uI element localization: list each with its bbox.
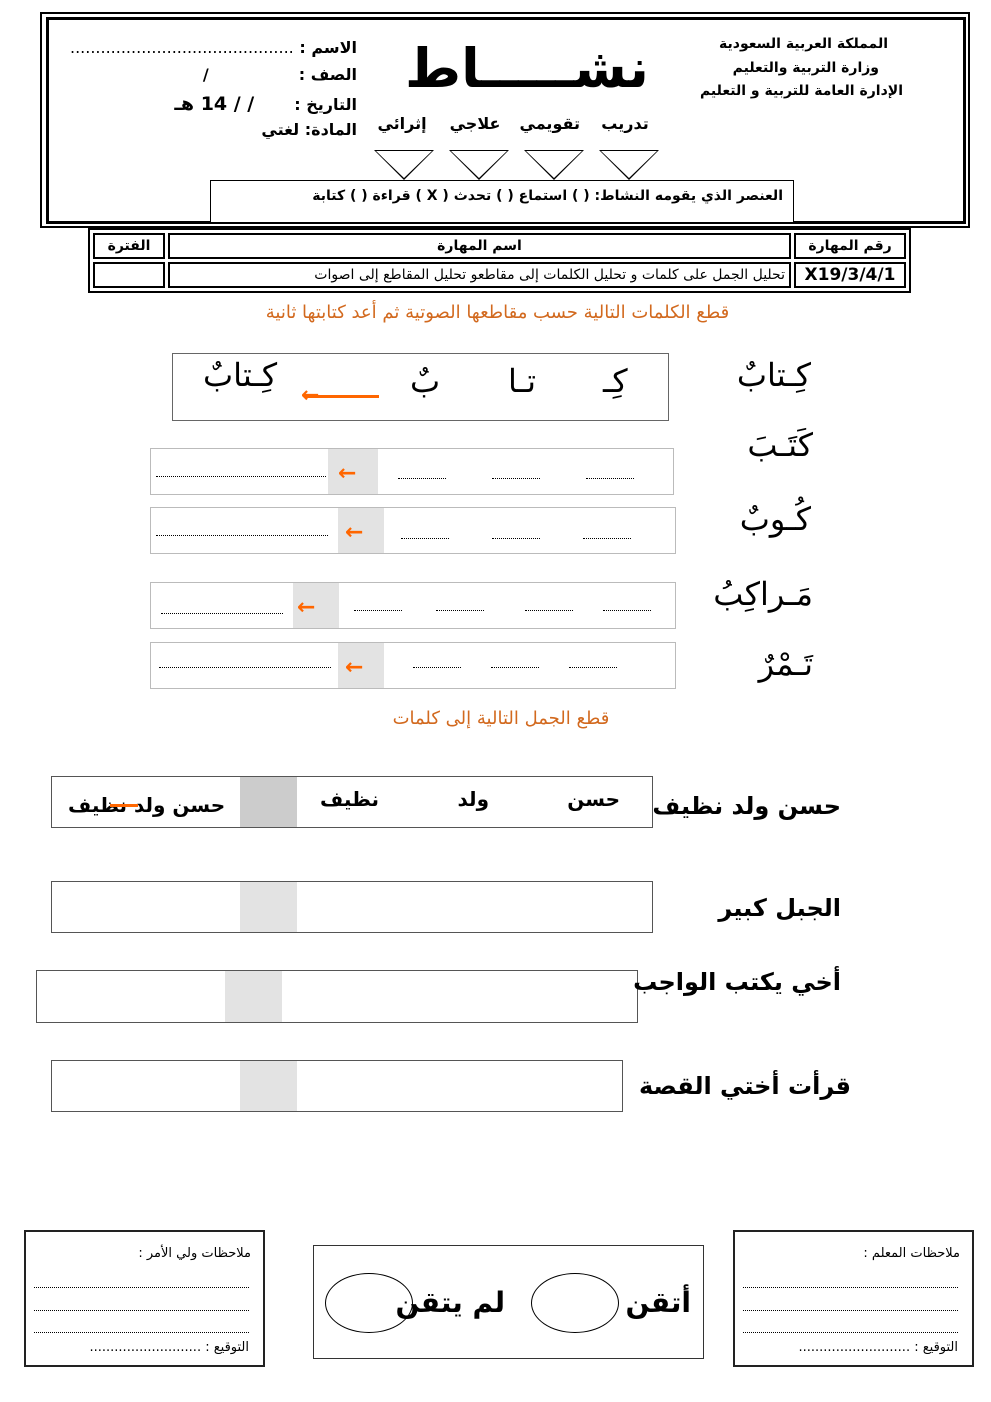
syllable-blank[interactable] [492,538,540,539]
date-field [174,93,357,115]
activity-type-evaluative: تقويمي [519,114,580,133]
element-line: العنصر الذي يقومه النشاط: ( ) استماع ( ) تحدث ( X ) قراءة ( ) كتابة [312,188,783,204]
instruction-sentences: قطع الجمل التالية إلى كلمات [392,708,610,729]
page-title: نشـــــاط [405,37,649,100]
signature-label: التوقيع : [914,1340,958,1355]
activity-type-training: تدريب [601,114,649,133]
example-sentence-box [51,776,653,828]
note-line[interactable] [743,1287,958,1288]
class-field [203,65,357,84]
triangle-checkbox-remedial[interactable] [449,150,509,180]
org-line: المملكة العربية السعودية [719,36,888,52]
arrow-icon: ← [345,520,364,545]
table-header-row [93,233,906,259]
class-label: الصف : [298,65,357,84]
note-line[interactable] [34,1310,249,1311]
syllable-blank[interactable] [586,478,634,479]
syllable-blank[interactable] [491,667,539,668]
arrow-icon: ← [301,383,320,408]
activity-type-remedial: علاجي [449,114,501,133]
parent-notes-label: ملاحظات ولي الأمر : [138,1246,251,1261]
teacher-notes-box[interactable] [733,1230,974,1367]
word-answer-row[interactable] [150,642,676,689]
example-word: نظيف [320,787,379,811]
note-line[interactable] [743,1310,958,1311]
header-skill-number: رقم المهارة [794,233,906,259]
skill-name: تحليل الجمل على كلمات و تحليل الكلمات إلى مقاطعو تحليل المقاطع إلى اصوات [168,262,791,288]
example-result: حسن ولد نظيف [68,793,226,817]
assessment-box [313,1245,704,1359]
example-box [172,353,669,421]
note-line[interactable] [34,1332,249,1333]
syllable-blank[interactable] [401,538,449,539]
word-prompt: كُـوبٌ [739,500,811,538]
answer-blank[interactable] [156,535,328,536]
period [93,262,165,288]
table-row [93,262,906,288]
arrow-cell [225,971,282,1022]
mastered-circle[interactable] [531,1273,619,1333]
arrow-cell [240,1061,297,1111]
arrow-cell [240,777,297,827]
sentence-prompt: قرأت أختي القصة [638,1072,851,1100]
name-label: الاسم : [299,38,357,57]
syllable-blank[interactable] [354,610,402,611]
not-mastered-circle[interactable] [325,1273,413,1333]
arrow-icon [110,804,138,807]
syllable-blank[interactable] [583,538,631,539]
syllable-blank[interactable] [603,610,651,611]
activity-type-enrichment: إثرائي [377,114,427,133]
skill-number: X19/3/4/1 [794,262,906,288]
answer-blank[interactable] [156,476,326,477]
org-line: الإدارة العامة للتربية و التعليم [699,83,903,99]
word-prompt: مَـراكِبُ [713,575,813,613]
parent-notes-box[interactable] [24,1230,265,1367]
word-answer-row[interactable] [150,507,676,554]
example-word: ولد [457,787,489,811]
element-box [210,180,794,223]
syllable-blank[interactable] [569,667,617,668]
arrow-icon: ← [338,461,357,486]
syllable-blank[interactable] [413,667,461,668]
class-slash: / [202,65,209,84]
triangle-checkbox-evaluative[interactable] [524,150,584,180]
name-field [70,38,357,57]
note-line[interactable] [743,1332,958,1333]
instruction-syllables: قطع الكلمات التالية حسب مقاطعها الصوتية ثم أعد كتابتها ثانية [265,302,730,323]
triangle-checkbox-enrichment[interactable] [374,150,434,180]
sentence-prompt: أخي يكتب الواجب [633,968,841,996]
parent-signature [90,1340,250,1355]
signature-dots: ........................... [89,1340,202,1355]
sentence-answer-box[interactable] [51,881,653,933]
sentence-prompt: الجبل كبير [718,894,841,922]
syllable-blank[interactable] [398,478,446,479]
not-mastered-label: لم يتقن [395,1286,505,1319]
answer-blank[interactable] [161,613,283,614]
teacher-signature [799,1340,959,1355]
syllable-blank[interactable] [492,478,540,479]
arrow-icon: ← [345,655,364,680]
date-label: التاريخ : [294,95,357,114]
name-dots: ............................................ [69,38,294,57]
skill-table [88,228,911,293]
example-sentence: حسن ولد نظيف [652,792,841,820]
example-syllable: تـا [508,362,537,400]
note-line[interactable] [34,1287,249,1288]
word-prompt: كَتَـبَ [747,426,813,464]
header-skill-name: اسم المهارة [168,233,791,259]
example-syllable: كِـ [603,362,628,400]
signature-dots: ........................... [798,1340,911,1355]
example-result: كِـتابٌ [203,356,278,394]
org-line: وزارة التربية والتعليم [732,60,879,76]
arrow-cell [240,882,297,932]
word-answer-row[interactable] [150,448,674,495]
example-word: كِـتابٌ [736,356,811,394]
sentence-answer-box[interactable] [51,1060,623,1112]
syllable-blank[interactable] [525,610,573,611]
word-prompt: تَـمْرٌ [758,645,813,683]
example-word: حسن [567,787,620,811]
signature-label: التوقيع : [205,1340,249,1355]
subject-label: المادة: لغتي [261,120,357,139]
word-answer-row[interactable] [150,582,676,629]
teacher-notes-label: ملاحظات المعلم : [863,1246,960,1261]
date-value: / / 14 هـ [174,93,255,115]
example-syllable: بٌ [410,362,441,400]
answer-blank[interactable] [159,667,331,668]
sentence-answer-box[interactable] [36,970,638,1023]
header-period: الفترة [93,233,165,259]
triangle-checkbox-training[interactable] [599,150,659,180]
arrow-icon: ← [297,595,316,620]
mastered-label: أتقن [625,1286,691,1319]
syllable-blank[interactable] [436,610,484,611]
